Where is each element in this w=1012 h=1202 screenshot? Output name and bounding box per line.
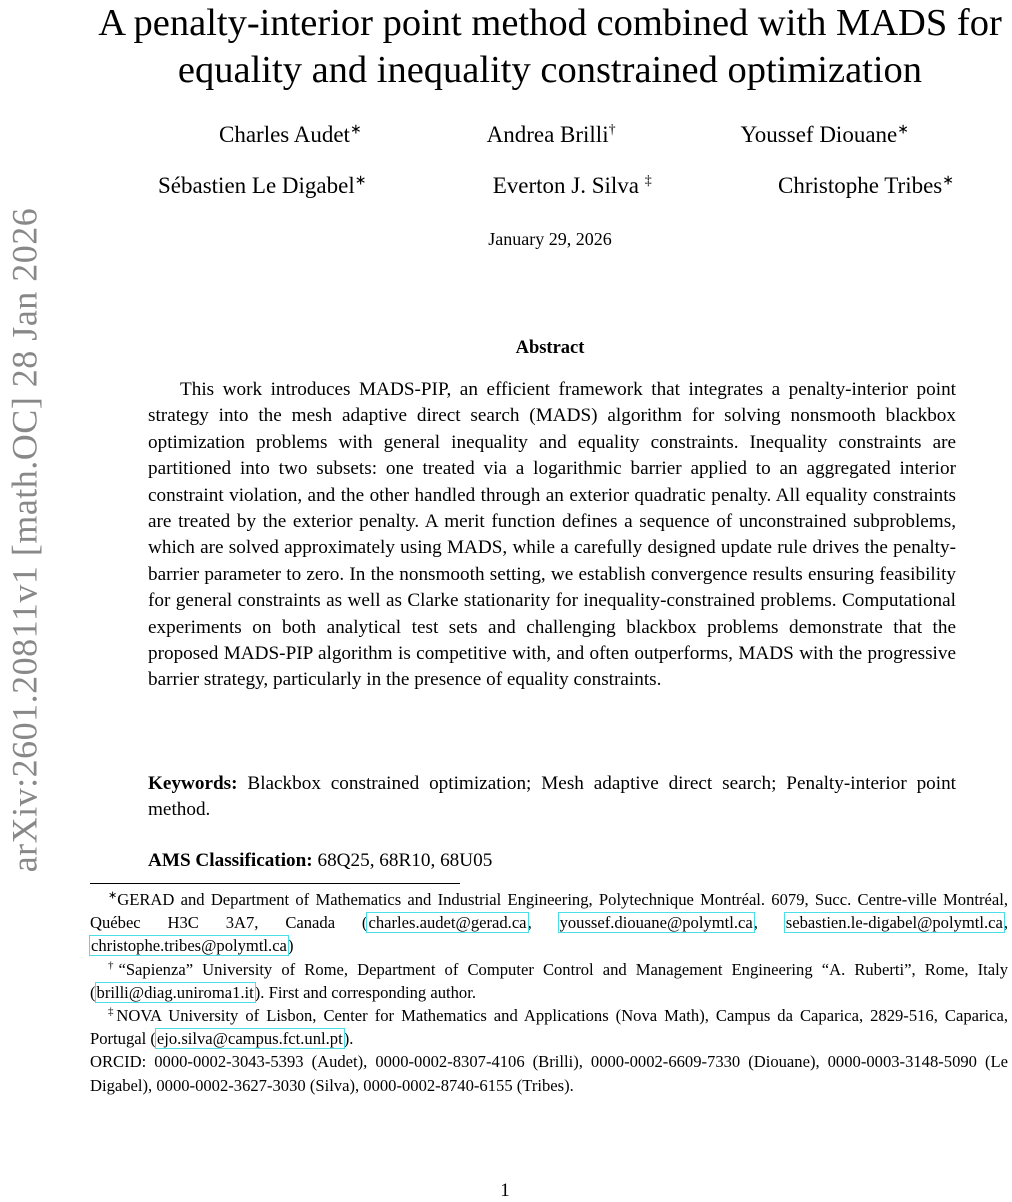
abstract-heading: Abstract [515,338,585,358]
footnote-affiliation-1: ∗GERAD and Department of Mathematics and Industrial Engineering, Polytechnique Montréal. 6079, Succ. Centre-ville Montréal, Québec H3C 3A7, Canada (charles.audet@gerad.ca, youssef.diouane@polymtl.ca, sebastien.le-digabel@polymtl.ca, christophe.tribes@polymtl.ca) [90,889,1009,956]
author: Charles Audet∗ [219,122,362,147]
author: Christophe Tribes∗ [778,173,954,198]
email-link[interactable]: ejo.silva@campus.fct.unl.pt [156,1029,343,1049]
paper-title: A penalty-interior point method combined with MADS for equality and inequality constrained optimization [98,2,1002,91]
footnote-affiliation-3: ‡NOVA University of Lisbon, Center for Mathematics and Applications (Nova Math), Campus da Caparica, 2829-516, Caparica, Portugal (ejo.silva@campus.fct.unl.pt). [90,1005,1008,1049]
email-link[interactable]: brilli@diag.uniroma1.it [96,982,254,1002]
abstract-body: This work introduces MADS-PIP, an efficient framework that integrates a penalty-interior point strategy into the mesh adaptive direct search (MADS) algorithm for solving nonsmooth blackbox optimization problems with general inequality and equality constraints. Inequality constraints are partitioned into two subsets: one treated via a logarithmic barrier applied to an aggregated interior constraint violation, and the other handled through an exterior quadratic penalty. All equality constraints are treated by the exterior penalty. A merit function defines a sequence of unconstrained subproblems, which are solved approximately using MADS, while a carefully designed update rule drives the penalty-barrier parameter to zero. In the nonsmooth setting, we establish convergence results ensuring feasibility for general constraints as well as Clarke stationarity for inequality-constrained problems. Computational experiments on both analytical test sets and challenging blackbox problems demonstrate that the proposed MADS-PIP algorithm is competitive with, and often outperforms, MADS with the progressive barrier strategy, particularly in the presence of equality constraints. [148,379,956,691]
author: Youssef Diouane∗ [740,122,909,147]
arxiv-sidebar [2,180,46,900]
email-link[interactable]: youssef.diouane@polymtl.ca [559,913,753,933]
footnote-orcid: ORCID: 0000-0002-3043-5393 (Audet), 0000-0002-8307-4106 (Brilli), 0000-0002-6609-7330 (Diouane), 0000-0003-3148-5090 (Le Digabel), 0000-0002-3627-3030 (Silva), 0000-0002-8740-6155 (Tribes). [90,1052,1008,1095]
email-link[interactable]: sebastien.le-digabel@polymtl.ca [785,913,1003,933]
footnote-affiliation-2: †“Sapienza” University of Rome, Department of Computer Control and Management Engineering “A. Ruberti”, Rome, Italy (brilli@diag.uniroma1.it). First and corresponding author. [90,959,1008,1002]
email-link[interactable]: charles.audet@gerad.ca [368,913,527,933]
keywords [148,771,956,824]
email-link[interactable]: christophe.tribes@polymtl.ca [91,936,287,956]
author: Andrea Brilli† [486,122,616,147]
page-number: 1 [500,1180,510,1201]
footnotes [90,888,1008,1097]
author: Sébastien Le Digabel∗ [158,173,367,198]
ams-codes: 68Q25, 68R10, 68U05 [317,850,493,871]
author-row-2 [158,173,954,199]
keywords-text: Blackbox constrained optimization; Mesh adaptive direct search; Penalty-interior point method. [148,773,957,821]
publication-date: January 29, 2026 [488,229,612,249]
arxiv-identifier: arXiv:2601.20811v1 [math.OC] 28 Jan 2026 [4,207,44,873]
keywords-label: Keywords: [148,773,238,794]
ams-label: AMS Classification: [148,850,313,871]
author-row-1 [219,122,909,148]
author: Everton J. Silva ‡ [492,173,652,198]
footnote-rule [90,883,460,884]
ams-classification [148,848,956,874]
